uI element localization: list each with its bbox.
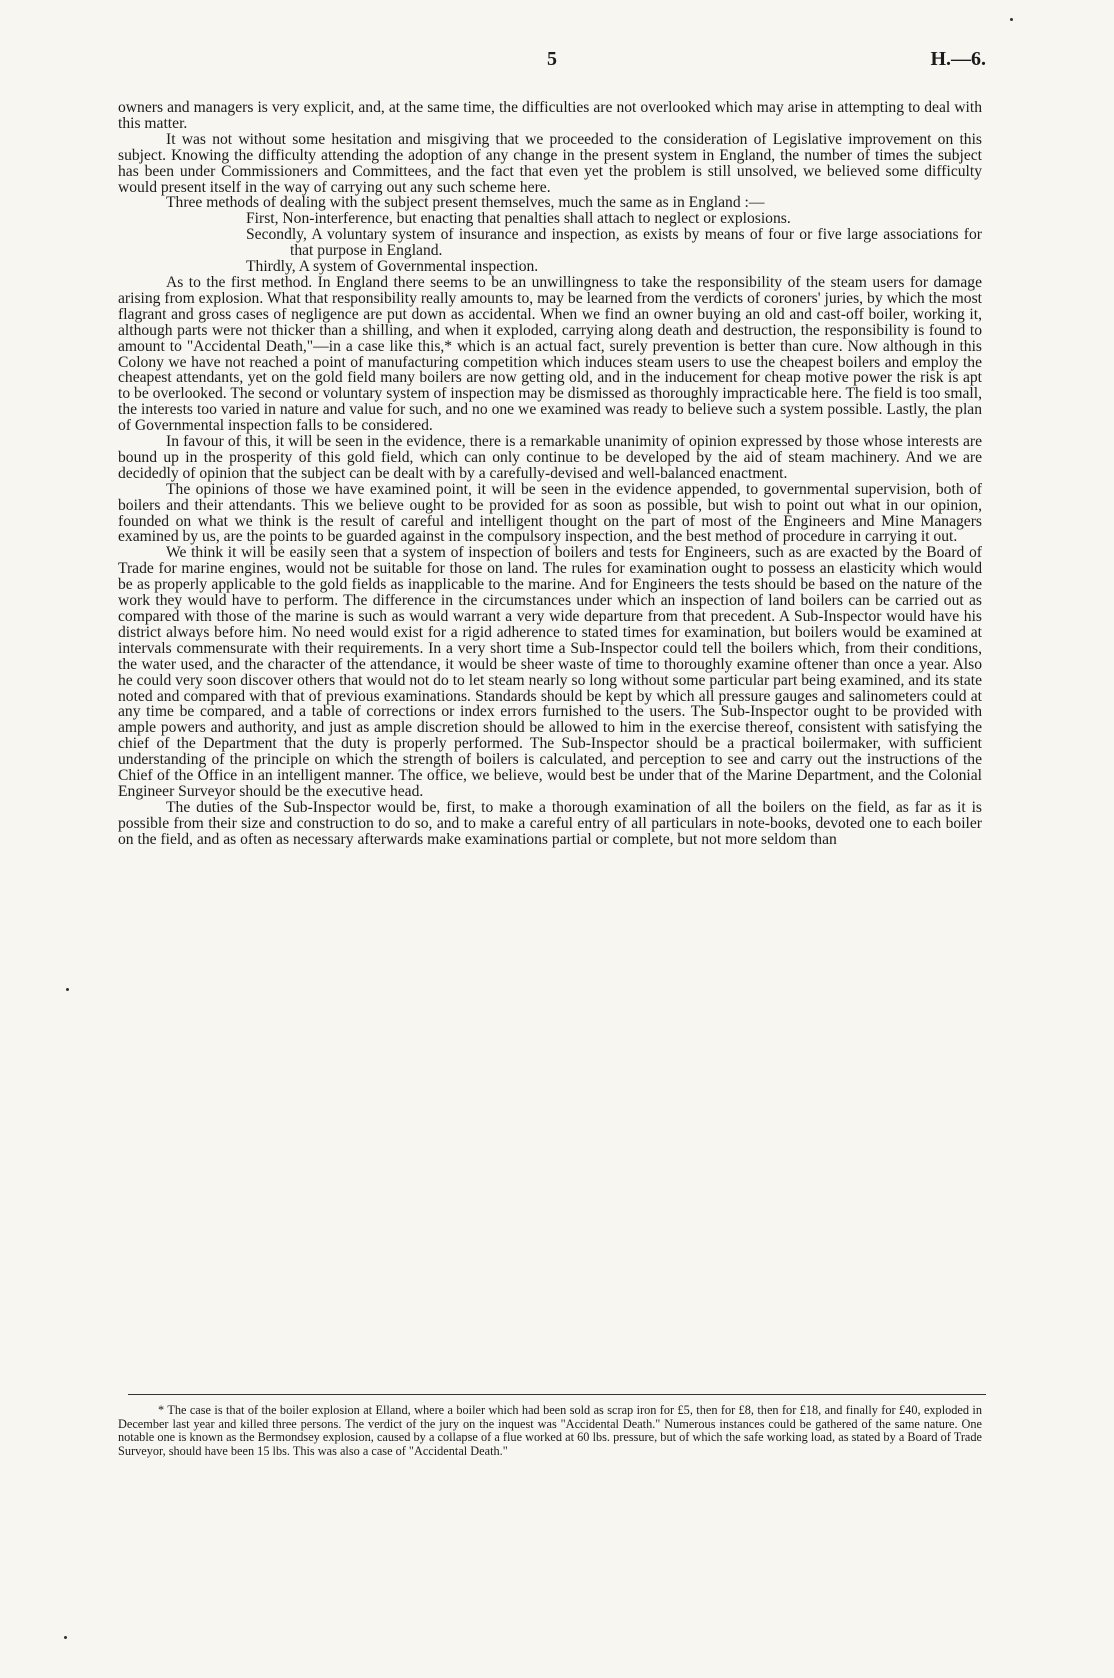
- paragraph-8: The duties of the Sub-Inspector would be, first, to make a thorough examination of all the boilers on the field, as far as it is possible from their size and construction to do so, and to make a careful entry of all particulars in note-books, devoted one to each boiler on the field, and as often as necessary afterwards make examinations partial or complete, but not more seldom than: [118, 798, 982, 848]
- paragraph-3: Three methods of dealing with the subject present themselves, much the same as in England :—: [166, 194, 765, 212]
- method-first: First, Non-interference, but enacting that penalties shall attach to neglect or explosions.: [246, 210, 791, 228]
- print-speck: [64, 1636, 67, 1639]
- page-number: 5: [547, 48, 557, 70]
- methods-list: [118, 211, 982, 275]
- paragraph-7: We think it will be easily seen that a system of inspection of boilers and tests for Engineers, such as are exacted by the Board of Trade for marine engines, would not be suitable for those on land. The rules for examination ought to possess an elasticity which would be as properly applicable to the gold fields as inapplicable to the marine. And for Engineers the tests should be based on the nature of the work they would have to perform. The difference in the circumstances under which an inspection of land boilers can be carried out as compared with those of the marine is such as would warrant a very wide departure from that precedent. A Sub-Inspector would have his district always before him. No need would exist for a rigid adherence to stated times for examination, but boilers would be examined at intervals commensurate with their requirements. In a very short time a Sub-Inspector could tell the boilers which, from their conditions, the water used, and the character of the attendance, it would be sheer waste of time to thoroughly examine oftener than once a year. Also he could very soon discover others that would not do to let steam nearly so long without some particular part being examined, and its state noted and compared with that of previous examinations. Standards should be kept by which all pressure gauges and salinometers could at any time be compared, and a table of corrections or index errors furnished to the users. The Sub-Inspector ought to be provided with ample powers and authority, and just as ample discretion should be allowed to him in the exercise thereof, consistent with satisfying the chief of the Department that the duty is properly performed. The Sub-Inspector should be a practical boilermaker, with sufficient understanding of the principle on which the strength of boilers is calculated, and perception to see and carry out the instructions of the Chief of the Office in an intelligent manner. The office, we believe, would best be under that of the Marine Department, and the Colonial Engineer Surveyor should be the executive head.: [118, 544, 982, 800]
- body-text: [118, 100, 982, 848]
- footnote-divider: [128, 1394, 986, 1395]
- paragraph-4: As to the first method. In England there seems to be an unwillingness to take the responsibility of the steam users for damage arising from explosion. What that responsibility really amounts to, may be learned from the verdicts of coroners' juries, by which the most flagrant and gross cases of negligence are put down as accidental. When we find an owner buying an old and cast-off boiler, working it, although parts were not thicker than a shilling, and when it exploded, carrying along death and destruction, the responsibility is found to amount to "Accidental Death,"—in a case like this,* which is an actual fact, surely prevention is better than cure. Now although in this Colony we have not reached a point of manufacturing competition which induces steam users to use the cheapest boilers and employ the cheapest attendants, yet on the gold field many boilers are now getting old, and in the inducement for cheap motive power the risk is apt to be overlooked. The second or voluntary system of inspection may be dismissed as thoroughly impracticable here. The field is too small, the interests too varied in nature and value for such, and no one we examined was ready to believe such a system possible. Lastly, the plan of Governmental inspection falls to be considered.: [118, 273, 982, 435]
- method-third: Thirdly, A system of Governmental inspection.: [246, 258, 539, 276]
- print-speck: [66, 988, 69, 991]
- paragraph-1: owners and managers is very explicit, and, at the same time, the difficulties are not overlooked which may arise in attempting to deal with this matter.: [118, 99, 982, 132]
- method-second: Secondly, A voluntary system of insurance and inspection, as exists by means of four or five large associations for that purpose in England.: [246, 226, 982, 260]
- footnote-text: * The case is that of the boiler explosion at Elland, where a boiler which had been sold as scrap iron for £5, then for £8, then for £18, and finally for £40, exploded in December last year and killed three persons. The verdict of the jury on the inquest was "Accidental Death." Numerous instances could be gathered of the same nature. One notable one is known as the Bermondsey explosion, caused by a collapse of a flue worked at 60 lbs. pressure, but of which the safe working load, as stated by a Board of Trade Surveyor, should have been 15 lbs. This was also a case of "Accidental Death.": [118, 1403, 982, 1458]
- page-header: [118, 48, 986, 78]
- document-reference: H.—6.: [930, 48, 986, 70]
- paragraph-2: It was not without some hesitation and misgiving that we proceeded to the consideration of Legislative improvement on this subject. Knowing the difficulty attending the adoption of any change in the present system in England, the number of times the subject has been under Commissioners and Committees, and the fact that even yet the problem is still unsolved, we believed some difficulty would present itself in the way of carrying out any such scheme here.: [118, 130, 982, 196]
- paragraph-5: In favour of this, it will be seen in the evidence, there is a remarkable unanimity of opinion expressed by those whose interests are bound up in the prosperity of this gold field, which can only continue to be developed by the aid of steam machinery. And we are decidedly of opinion that the subject can be dealt with by a carefully-devised and well-balanced enactment.: [118, 433, 982, 482]
- print-speck: [1010, 18, 1013, 21]
- footnote: [118, 1404, 982, 1458]
- paragraph-6: The opinions of those we have examined point, it will be seen in the evidence appended, to governmental supervision, both of boilers and their attendants. This we believe ought to be provided for as soon as possible, but wish to point out what in our opinion, founded on what we think is the result of careful and intelligent thought on the part of most of the Engineers and Mine Managers examined by us, are the points to be guarded against in the compulsory inspection, and the best method of procedure in carrying it out.: [118, 480, 982, 546]
